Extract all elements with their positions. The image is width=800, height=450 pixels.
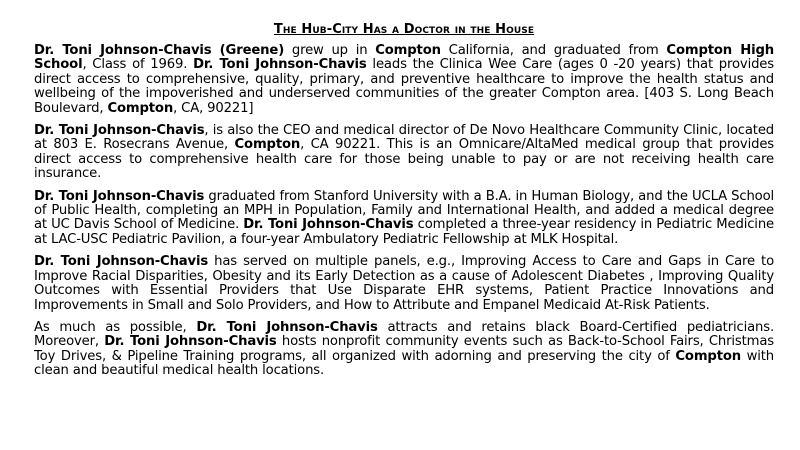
paragraph-2 [34,124,774,182]
bold-text: Dr. Toni Johnson-Chavis [243,217,414,233]
bold-text: Dr. Toni Johnson-Chavis [34,254,209,270]
body-text: leads the Clinica Wee Care (ages 0 -20 years) that provides direct access to comprehensive, quality, primary, and preventive healthcare to improve the health status and wellbeing of the impoverished and underserved communities of the greater Compton area. [403 S. Long Beach Boulevard, [34,57,774,116]
bold-text: Dr. Toni Johnson-Chavis [104,334,277,350]
paragraph-1 [34,44,774,116]
bold-text: Dr. Toni Johnson-Chavis [34,188,205,204]
document-body [34,44,774,379]
bold-text: Compton [375,43,441,58]
body-text: hosts nonprofit community events such as Back-to-School Fairs, Christmas Toy Drives, & Pipeline Training programs, all organized with adorning and preserving the city of [34,334,774,364]
body-text: , Class of 1969. [82,57,194,73]
bold-text: Dr. Toni Johnson-Chavis [34,123,205,139]
bold-text: Dr. Toni Johnson-Chavis [196,319,378,335]
bold-text: Dr. Toni Johnson-Chavis (Greene) [34,43,285,58]
document-page [34,22,774,387]
bold-text: Dr. Toni Johnson-Chavis [193,57,367,73]
body-text: California, and graduated from [440,43,667,58]
bold-text: Compton [107,100,174,116]
body-text: , CA, 90221] [173,100,254,116]
body-text: attracts and retains black Board-Certified pediatricians. Moreover, [34,319,774,350]
paragraph-3 [34,190,774,248]
paragraph-4 [34,255,774,313]
body-text: As much as possible, [34,319,197,335]
bold-text: Compton [675,348,741,364]
body-text: with clean and beautiful medical health locations. [34,348,774,379]
body-text: grew up in [284,43,376,58]
paragraph-5 [34,321,774,379]
bold-text: Compton [234,137,301,153]
body-text: , is also the CEO and medical director of De Novo Healthcare Community Clinic, located at 803 E. Rosecrans Avenue, [34,123,775,153]
body-text: completed a three-year residency in Pediatric Medicine at LAC-USC Pediatric Pavilion, a four-year Ambulatory Pediatric Fellowship at MLK Hospital. [34,217,774,247]
body-text: has served on multiple panels, e.g., Improving Access to Care and Gaps in Care to Improve Racial Disparities, Obesity and its Early Detection as a cause of Adolescent Diabetes , Improving Quality Outcomes with Essential Providers that Use Disparate EHR systems, Patient Practice Innovations and Improvements in Small and Solo Providers, and How to Attribute and Empanel Medicaid At-Risk Patients. [34,254,774,313]
body-text: graduated from Stanford University with a B.A. in Human Biology, and the UCLA School of Public Health, completing an MPH in Population, Family and International Health, and added a medical degree at UC Davis School of Medicine. [34,188,775,233]
document-title: The Hub-City Has a Doctor in the House [273,22,535,37]
bold-text: Compton High School [34,43,775,73]
body-text: , CA 90221. This is an Omnicare/AltaMed medical group that provides direct access to comprehensive health care for those being unable to pay or are not receiving health care insurance. [34,137,775,182]
